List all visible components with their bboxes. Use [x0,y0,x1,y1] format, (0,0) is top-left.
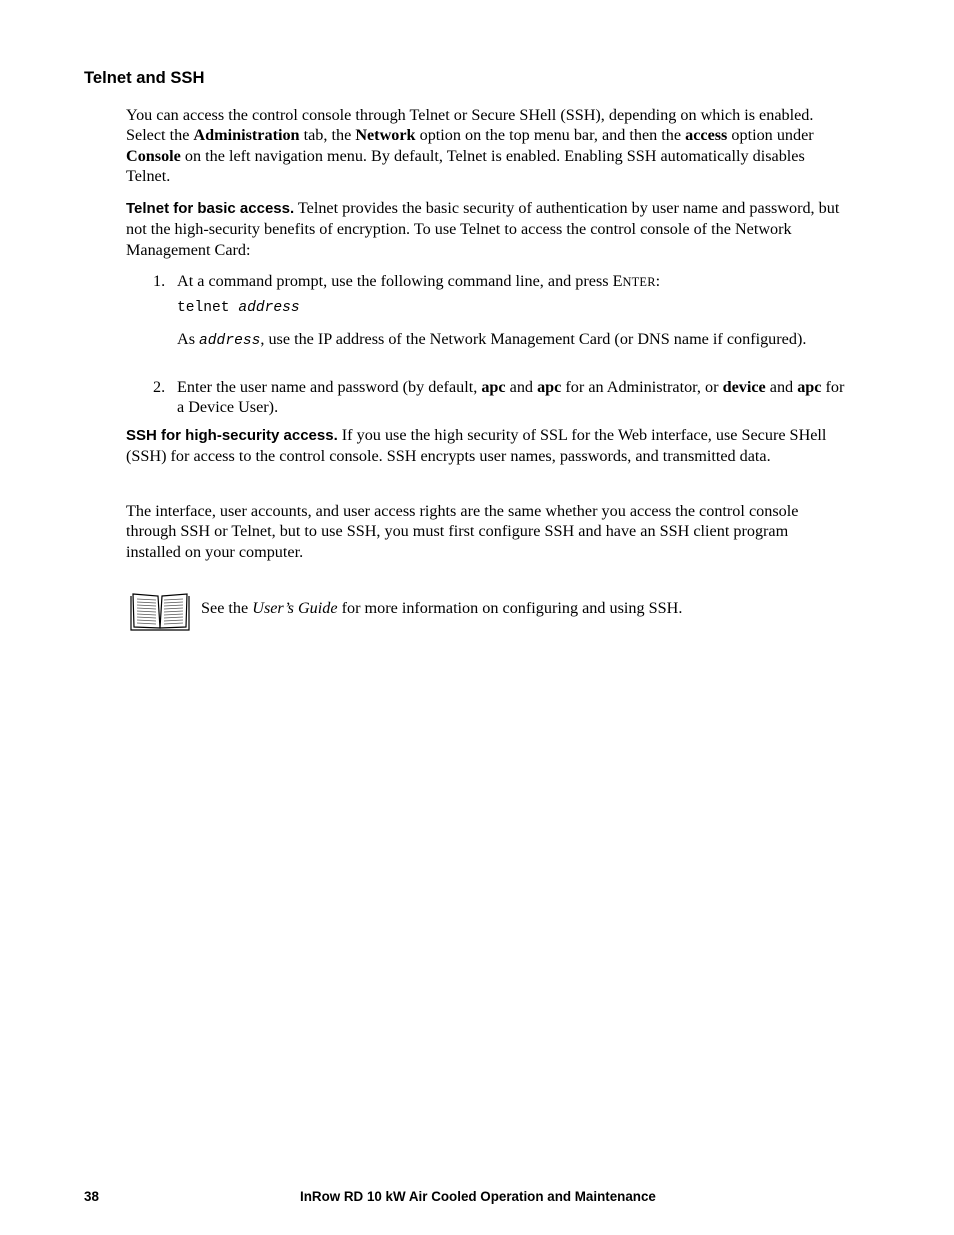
device-password: apc [797,378,822,396]
step-2-instruction: and [505,378,538,396]
administration-term: Administration [193,126,300,145]
step-2-text [177,377,845,418]
users-guide-title: User’s Guide [252,599,338,617]
note-text [201,598,682,618]
intro-text: You can access the control console through Telnet or Secure SHell (SSH), depending on which is enabled. Select the [126,106,814,145]
telnet-command [177,300,845,316]
footer-doc-title: InRow RD 10 kW Air Cooled Operation and Maintenance [300,1189,656,1204]
enter-key-initial: E [612,272,623,290]
explanation-text: As [177,330,200,348]
note-text-part: for more information on configuring and using SSH. [337,599,683,617]
command-keyword: telnet [177,300,239,316]
step-1-instruction: At a command prompt, use the following command line, and press [177,272,613,290]
step-2-instruction: for a Device User). [177,378,845,417]
step-1-colon: : [655,272,661,290]
intro-text: on the left navigation menu. By default, Telnet is enabled. Enabling SSH automatically disables Telnet. [126,146,805,186]
enter-key-rest: NTER [622,275,656,289]
interface-paragraph: The interface, user accounts, and user access rights are the same whether you access the control console through SSH or Telnet, but to use SSH, you must first configure SSH and have an SSH client program installed on your computer. [126,502,799,561]
step-2-instruction: and [765,378,798,396]
note-text-part: See the [201,599,253,617]
intro-paragraph [126,105,842,187]
step-2-number: 2. [153,378,166,396]
default-password: apc [537,378,562,396]
intro-text: option under [727,126,814,145]
intro-text: option on the top menu bar, and then the [415,126,686,145]
device-username: device [722,378,766,396]
intro-text: tab, the [299,126,356,145]
telnet-paragraph [126,198,842,260]
default-username: apc [481,378,506,396]
ssh-runin-heading: SSH for high-security access. [126,427,338,444]
book-icon [129,592,191,632]
telnet-runin-heading: Telnet for basic access. [126,200,295,217]
network-term: Network [355,126,416,145]
ssh-paragraph [126,425,842,467]
step-1-number: 1. [153,272,166,290]
telnet-text: Telnet provides the basic security of authentication by user name and password, but not the high-security benefits of encryption. To use Telnet to access the control console of the Network Management Card: [126,199,840,259]
step-1-text [177,271,845,292]
explanation-text: , use the IP address of the Network Management Card (or DNS name if configured). [260,330,807,348]
step-2-instruction: Enter the user name and password (by default, [177,378,482,396]
command-argument: address [238,300,300,316]
access-term: access [685,126,728,145]
section-heading: Telnet and SSH [84,68,205,87]
ssh-text: If you use the high security of SSL for the Web interface, use Secure SHell (SSH) for access to the control console. SSH encrypts user names, passwords, and transmitted data. [126,426,827,466]
page-number: 38 [84,1189,99,1204]
console-term: Console [126,146,181,165]
step-2-instruction: for an Administrator, or [561,378,723,396]
step-1-explanation [177,329,845,351]
address-term: address [199,333,261,349]
